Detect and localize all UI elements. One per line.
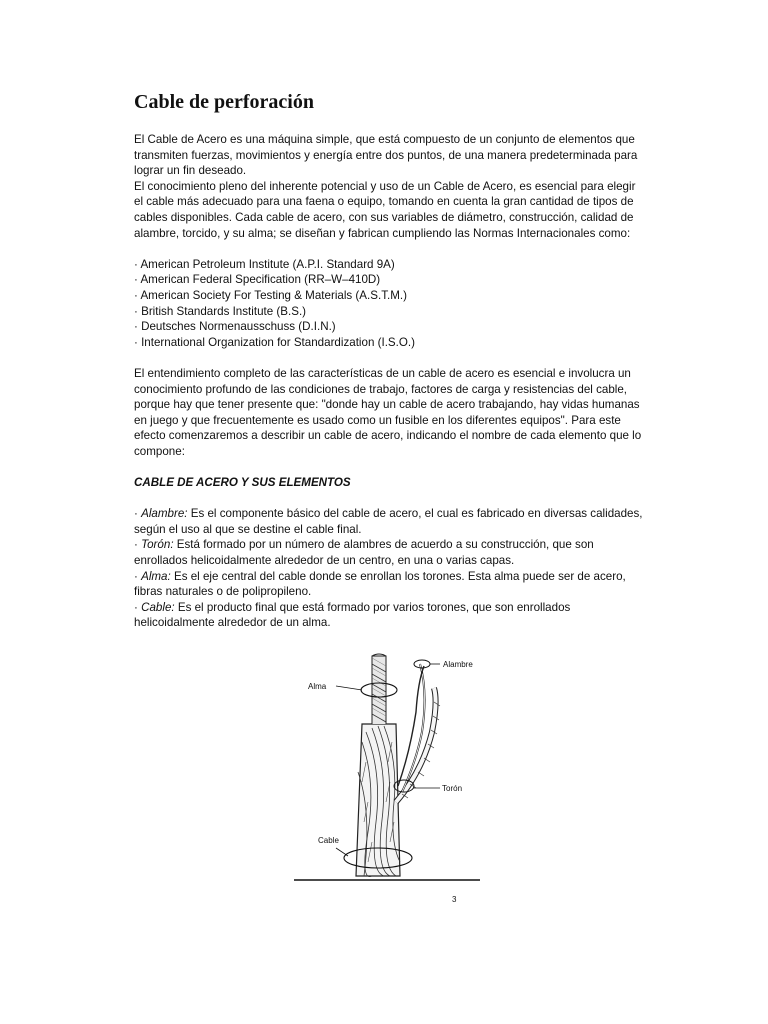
- alambre-ring: [414, 660, 430, 668]
- element-description: Está formado por un número de alambres de acuerdo a su construcción, que son enrollados helicoidalmente alrededor de un centro, en una o varias capas.: [134, 538, 594, 568]
- standards-item: · American Society For Testing & Materials (A.S.T.M.): [134, 288, 407, 302]
- document-page: [134, 88, 644, 631]
- standards-item: · British Standards Institute (B.S.): [134, 304, 307, 318]
- body-paragraph: El entendimiento completo de las características de un cable de acero es esencial e involucra un conocimiento profundo de las condiciones de trabajo, factores de carga y resistencias del cable, porque hay que tener presente que: "donde hay un cable de acero trabajando, hay vidas humanas en juego y que frecuentemente es usado como un fusible en los diferentes equipos". Para este efecto comenzaremos a describir un cable de acero, indicando el nombre de cada elemento que lo compone:: [134, 366, 642, 458]
- single-wire: [398, 664, 425, 792]
- element-description: Es el componente básico del cable de acero, el cual es fabricado en diversas calidades, según el uso al que se destine el cable final.: [134, 507, 643, 536]
- element-description: Es el producto final que está formado por varios torones, que son enrollados helicoidalmente alrededor de un alma.: [134, 600, 571, 630]
- element-description: Es el eje central del cable donde se enrollan los torones. Esta alma puede ser de acero, fibras naturales o de polipropileno.: [134, 569, 626, 599]
- intro-paragraph-1: El Cable de Acero es una máquina simple, que está compuesto de un conjunto de elementos que transmiten fuerzas, movimientos y energía entre dos puntos, de una manera predeterminada para lograr un fin deseado.: [134, 133, 638, 178]
- element-term: Cable:: [141, 600, 175, 614]
- section-heading: CABLE DE ACERO Y SUS ELEMENTOS: [134, 476, 351, 490]
- element-item: · Alambre: Es el componente básico del cable de acero, el cual es fabricado en diversas calidades, según el uso al que se destine el cable final.: [134, 507, 643, 536]
- element-item: · Cable: Es el producto final que está formado por varios torones, que son enrollados helicoidalmente alrededor de un alma.: [134, 600, 571, 630]
- standards-item: · American Petroleum Institute (A.P.I. Standard 9A): [134, 257, 395, 271]
- standards-item: · American Federal Specification (RR–W–410D): [134, 273, 381, 287]
- standards-list: [134, 257, 644, 351]
- cable-leader: [336, 848, 348, 856]
- element-term: Alambre:: [141, 507, 188, 521]
- elements-list: [134, 506, 644, 631]
- alma-leader: [336, 686, 362, 690]
- intro-paragraph-2: El conocimiento pleno del inherente potencial y uso de un Cable de Acero, es esencial para elegir el cable más adecuado para una faena o equipo, tomando en cuenta la gran cantidad de tipos de cables disponibles. Cada cable de acero, con sus variables de diámetro, construcción, calidad de alambre, torcido, y su alma; se diseñan y fabrican cumpliendo las Normas Internacionales como:: [134, 179, 636, 240]
- wire-rope-diagram: [292, 652, 482, 904]
- core-strand: [372, 654, 386, 724]
- label-cable: Cable: [318, 836, 339, 845]
- standards-item: · International Organization for Standardization (I.S.O.): [134, 335, 415, 349]
- element-item: · Alma: Es el eje central del cable donde se enrollan los torones. Esta alma puede ser de acero, fibras naturales o de polipropileno.: [134, 569, 626, 599]
- wire-rope-figure: [292, 652, 482, 904]
- cable-body: [356, 724, 400, 877]
- page-mark: 3: [452, 895, 457, 904]
- standards-item: · Deutsches Normenausschuss (D.I.N.): [134, 320, 336, 334]
- element-term: Alma:: [141, 569, 171, 583]
- element-term: Torón:: [141, 538, 174, 552]
- label-alambre: Alambre: [443, 660, 473, 669]
- element-item: · Torón: Está formado por un número de alambres de acuerdo a su construcción, que son enrollados helicoidalmente alrededor de un centro, en una o varias capas.: [134, 538, 594, 568]
- label-alma: Alma: [308, 682, 327, 691]
- label-toron: Torón: [442, 784, 463, 793]
- document-title: Cable de perforación: [134, 91, 314, 113]
